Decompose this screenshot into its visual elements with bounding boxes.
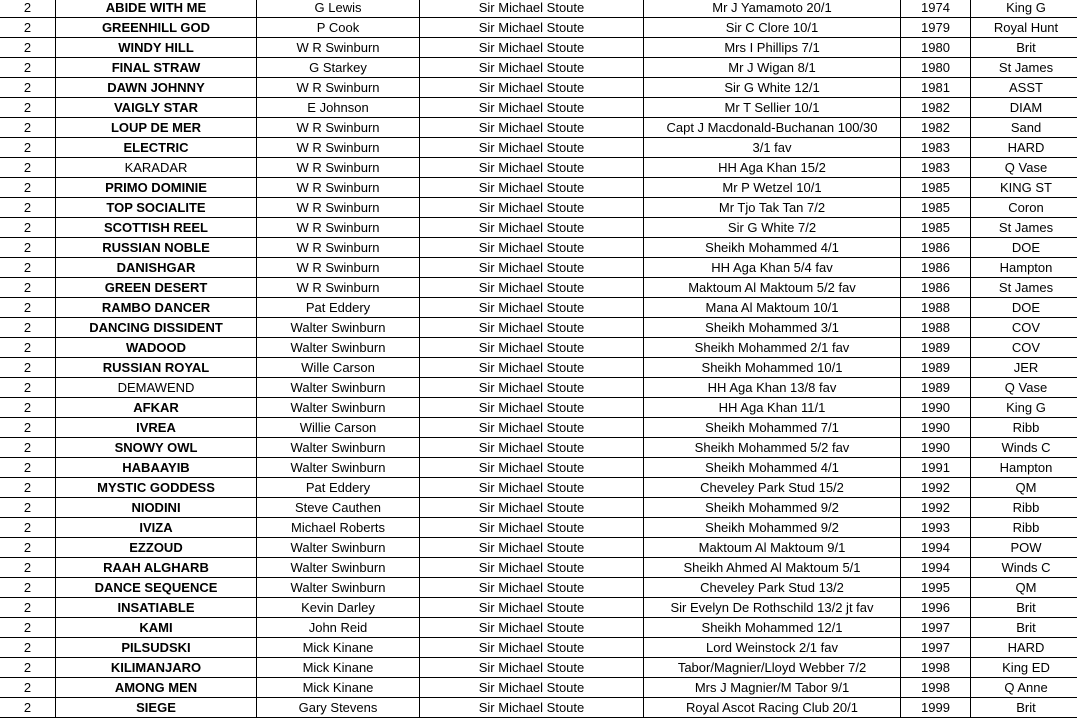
cell-race[interactable]: St James <box>971 278 1077 298</box>
cell-jockey[interactable]: Willie Carson <box>257 418 420 438</box>
cell-owner-odds[interactable]: Mrs I Phillips 7/1 <box>644 38 901 58</box>
cell-year[interactable]: 1997 <box>901 618 971 638</box>
cell-year[interactable]: 1992 <box>901 478 971 498</box>
cell-race[interactable]: COV <box>971 338 1077 358</box>
cell-race[interactable]: Ribb <box>971 498 1077 518</box>
cell-year[interactable]: 1985 <box>901 178 971 198</box>
cell-trainer[interactable]: Sir Michael Stoute <box>420 478 644 498</box>
cell-owner-odds[interactable]: Sheikh Mohammed 4/1 <box>644 458 901 478</box>
cell-owner-odds[interactable]: Sir C Clore 10/1 <box>644 18 901 38</box>
cell-owner-odds[interactable]: Sheikh Mohammed 9/2 <box>644 518 901 538</box>
cell-jockey[interactable]: P Cook <box>257 18 420 38</box>
cell-number[interactable]: 2 <box>0 58 56 78</box>
cell-horse-name[interactable]: DEMAWEND <box>56 378 257 398</box>
cell-year[interactable]: 1994 <box>901 538 971 558</box>
cell-jockey[interactable]: W R Swinburn <box>257 258 420 278</box>
cell-year[interactable]: 1979 <box>901 18 971 38</box>
cell-horse-name[interactable]: ABIDE WITH ME <box>56 0 257 18</box>
cell-jockey[interactable]: W R Swinburn <box>257 78 420 98</box>
cell-owner-odds[interactable]: 3/1 fav <box>644 138 901 158</box>
cell-owner-odds[interactable]: Sheikh Mohammed 9/2 <box>644 498 901 518</box>
cell-year[interactable]: 1990 <box>901 418 971 438</box>
cell-year[interactable]: 1997 <box>901 638 971 658</box>
cell-owner-odds[interactable]: Royal Ascot Racing Club 20/1 <box>644 698 901 718</box>
cell-number[interactable]: 2 <box>0 178 56 198</box>
cell-year[interactable]: 1983 <box>901 158 971 178</box>
cell-race[interactable]: KING ST <box>971 178 1077 198</box>
cell-horse-name[interactable]: PILSUDSKI <box>56 638 257 658</box>
cell-race[interactable]: Brit <box>971 38 1077 58</box>
cell-trainer[interactable]: Sir Michael Stoute <box>420 538 644 558</box>
table-row <box>0 438 1077 458</box>
cell-year[interactable]: 1993 <box>901 518 971 538</box>
cell-year[interactable]: 1980 <box>901 38 971 58</box>
cell-number[interactable]: 2 <box>0 478 56 498</box>
cell-trainer[interactable]: Sir Michael Stoute <box>420 118 644 138</box>
cell-trainer[interactable]: Sir Michael Stoute <box>420 338 644 358</box>
table-row <box>0 458 1077 478</box>
cell-year[interactable]: 1980 <box>901 58 971 78</box>
table-row <box>0 618 1077 638</box>
cell-number[interactable]: 2 <box>0 658 56 678</box>
cell-horse-name[interactable]: SCOTTISH REEL <box>56 218 257 238</box>
cell-trainer[interactable]: Sir Michael Stoute <box>420 218 644 238</box>
cell-jockey[interactable]: Kevin Darley <box>257 598 420 618</box>
cell-horse-name[interactable]: KAMI <box>56 618 257 638</box>
cell-race[interactable]: Royal Hunt <box>971 18 1077 38</box>
cell-year[interactable]: 1998 <box>901 678 971 698</box>
cell-owner-odds[interactable]: Mr T Sellier 10/1 <box>644 98 901 118</box>
cell-year[interactable]: 1986 <box>901 258 971 278</box>
cell-jockey[interactable]: Walter Swinburn <box>257 538 420 558</box>
table-row <box>0 678 1077 698</box>
cell-jockey[interactable]: W R Swinburn <box>257 158 420 178</box>
cell-race[interactable]: QM <box>971 478 1077 498</box>
cell-trainer[interactable]: Sir Michael Stoute <box>420 98 644 118</box>
cell-year[interactable]: 1982 <box>901 98 971 118</box>
cell-owner-odds[interactable]: Sheikh Ahmed Al Maktoum 5/1 <box>644 558 901 578</box>
cell-race[interactable]: ASST <box>971 78 1077 98</box>
cell-trainer[interactable]: Sir Michael Stoute <box>420 638 644 658</box>
cell-jockey[interactable]: Walter Swinburn <box>257 338 420 358</box>
cell-owner-odds[interactable]: Tabor/Magnier/Lloyd Webber 7/2 <box>644 658 901 678</box>
cell-year[interactable]: 1974 <box>901 0 971 18</box>
cell-jockey[interactable]: Wille Carson <box>257 358 420 378</box>
cell-race[interactable]: Brit <box>971 598 1077 618</box>
table-row <box>0 658 1077 678</box>
table-row <box>0 18 1077 38</box>
cell-jockey[interactable]: W R Swinburn <box>257 218 420 238</box>
cell-trainer[interactable]: Sir Michael Stoute <box>420 698 644 718</box>
cell-race[interactable]: DOE <box>971 238 1077 258</box>
cell-owner-odds[interactable]: HH Aga Khan 5/4 fav <box>644 258 901 278</box>
cell-trainer[interactable]: Sir Michael Stoute <box>420 138 644 158</box>
cell-owner-odds[interactable]: Mr J Yamamoto 20/1 <box>644 0 901 18</box>
cell-owner-odds[interactable]: HH Aga Khan 11/1 <box>644 398 901 418</box>
table-row <box>0 178 1077 198</box>
cell-number[interactable]: 2 <box>0 698 56 718</box>
cell-race[interactable]: Sand <box>971 118 1077 138</box>
cell-horse-name[interactable]: FINAL STRAW <box>56 58 257 78</box>
cell-year[interactable]: 1990 <box>901 438 971 458</box>
cell-race[interactable]: King G <box>971 0 1077 18</box>
cell-jockey[interactable]: Mick Kinane <box>257 638 420 658</box>
cell-race[interactable]: St James <box>971 218 1077 238</box>
cell-horse-name[interactable]: NIODINI <box>56 498 257 518</box>
table-row <box>0 158 1077 178</box>
cell-jockey[interactable]: Walter Swinburn <box>257 438 420 458</box>
cell-owner-odds[interactable]: Sheikh Mohammed 4/1 <box>644 238 901 258</box>
cell-owner-odds[interactable]: Sir Evelyn De Rothschild 13/2 jt fav <box>644 598 901 618</box>
cell-number[interactable]: 2 <box>0 378 56 398</box>
table-row <box>0 58 1077 78</box>
cell-number[interactable]: 2 <box>0 198 56 218</box>
cell-race[interactable]: JER <box>971 358 1077 378</box>
cell-race[interactable]: St James <box>971 58 1077 78</box>
table-row <box>0 138 1077 158</box>
cell-trainer[interactable]: Sir Michael Stoute <box>420 78 644 98</box>
cell-horse-name[interactable]: VAIGLY STAR <box>56 98 257 118</box>
cell-race[interactable]: Hampton <box>971 258 1077 278</box>
cell-horse-name[interactable]: TOP SOCIALITE <box>56 198 257 218</box>
cell-race[interactable]: King G <box>971 398 1077 418</box>
cell-trainer[interactable]: Sir Michael Stoute <box>420 158 644 178</box>
cell-trainer[interactable]: Sir Michael Stoute <box>420 278 644 298</box>
table-row <box>0 698 1077 718</box>
cell-jockey[interactable]: Steve Cauthen <box>257 498 420 518</box>
cell-jockey[interactable]: Walter Swinburn <box>257 378 420 398</box>
cell-race[interactable]: Coron <box>971 198 1077 218</box>
cell-horse-name[interactable]: AFKAR <box>56 398 257 418</box>
cell-race[interactable]: Brit <box>971 698 1077 718</box>
table-row <box>0 418 1077 438</box>
cell-owner-odds[interactable]: Sheikh Mohammed 2/1 fav <box>644 338 901 358</box>
cell-race[interactable]: Q Vase <box>971 378 1077 398</box>
cell-race[interactable]: Brit <box>971 618 1077 638</box>
cell-horse-name[interactable]: WINDY HILL <box>56 38 257 58</box>
cell-horse-name[interactable]: RAAH ALGHARB <box>56 558 257 578</box>
cell-owner-odds[interactable]: Sheikh Mohammed 5/2 fav <box>644 438 901 458</box>
cell-race[interactable]: Q Vase <box>971 158 1077 178</box>
cell-number[interactable]: 2 <box>0 458 56 478</box>
table-row <box>0 78 1077 98</box>
cell-jockey[interactable]: John Reid <box>257 618 420 638</box>
cell-jockey[interactable]: Mick Kinane <box>257 658 420 678</box>
cell-horse-name[interactable]: AMONG MEN <box>56 678 257 698</box>
cell-owner-odds[interactable]: Mr P Wetzel 10/1 <box>644 178 901 198</box>
cell-owner-odds[interactable]: Capt J Macdonald-Buchanan 100/30 <box>644 118 901 138</box>
cell-owner-odds[interactable]: Maktoum Al Maktoum 5/2 fav <box>644 278 901 298</box>
cell-horse-name[interactable]: GREEN DESERT <box>56 278 257 298</box>
table-row <box>0 38 1077 58</box>
table-row <box>0 558 1077 578</box>
cell-horse-name[interactable]: GREENHILL GOD <box>56 18 257 38</box>
cell-year[interactable]: 1989 <box>901 338 971 358</box>
cell-race[interactable]: HARD <box>971 138 1077 158</box>
cell-trainer[interactable]: Sir Michael Stoute <box>420 678 644 698</box>
cell-jockey[interactable]: W R Swinburn <box>257 178 420 198</box>
cell-number[interactable]: 2 <box>0 298 56 318</box>
cell-race[interactable]: Ribb <box>971 518 1077 538</box>
cell-trainer[interactable]: Sir Michael Stoute <box>420 178 644 198</box>
cell-jockey[interactable]: G Lewis <box>257 0 420 18</box>
table-row <box>0 318 1077 338</box>
cell-year[interactable]: 1990 <box>901 398 971 418</box>
cell-number[interactable]: 2 <box>0 38 56 58</box>
cell-number[interactable]: 2 <box>0 638 56 658</box>
cell-horse-name[interactable]: MYSTIC GODDESS <box>56 478 257 498</box>
cell-horse-name[interactable]: DANCE SEQUENCE <box>56 578 257 598</box>
cell-jockey[interactable]: Michael Roberts <box>257 518 420 538</box>
cell-trainer[interactable]: Sir Michael Stoute <box>420 438 644 458</box>
cell-number[interactable]: 2 <box>0 578 56 598</box>
cell-race[interactable]: Winds C <box>971 558 1077 578</box>
table-row <box>0 198 1077 218</box>
cell-trainer[interactable]: Sir Michael Stoute <box>420 0 644 18</box>
cell-race[interactable]: Hampton <box>971 458 1077 478</box>
table-row <box>0 498 1077 518</box>
cell-horse-name[interactable]: DANISHGAR <box>56 258 257 278</box>
cell-owner-odds[interactable]: Sheikh Mohammed 7/1 <box>644 418 901 438</box>
cell-number[interactable]: 2 <box>0 0 56 18</box>
cell-trainer[interactable]: Sir Michael Stoute <box>420 658 644 678</box>
cell-horse-name[interactable]: SIEGE <box>56 698 257 718</box>
cell-number[interactable]: 2 <box>0 18 56 38</box>
cell-trainer[interactable]: Sir Michael Stoute <box>420 38 644 58</box>
cell-owner-odds[interactable]: Mr J Wigan 8/1 <box>644 58 901 78</box>
cell-number[interactable]: 2 <box>0 538 56 558</box>
cell-year[interactable]: 1999 <box>901 698 971 718</box>
cell-horse-name[interactable]: DAWN JOHNNY <box>56 78 257 98</box>
cell-race[interactable]: Winds C <box>971 438 1077 458</box>
cell-horse-name[interactable]: INSATIABLE <box>56 598 257 618</box>
cell-trainer[interactable]: Sir Michael Stoute <box>420 458 644 478</box>
table-row <box>0 298 1077 318</box>
cell-number[interactable]: 2 <box>0 138 56 158</box>
cell-number[interactable]: 2 <box>0 398 56 418</box>
cell-trainer[interactable]: Sir Michael Stoute <box>420 378 644 398</box>
cell-trainer[interactable]: Sir Michael Stoute <box>420 558 644 578</box>
cell-year[interactable]: 1981 <box>901 78 971 98</box>
cell-trainer[interactable]: Sir Michael Stoute <box>420 358 644 378</box>
cell-trainer[interactable]: Sir Michael Stoute <box>420 518 644 538</box>
cell-horse-name[interactable]: LOUP DE MER <box>56 118 257 138</box>
cell-year[interactable]: 1998 <box>901 658 971 678</box>
cell-owner-odds[interactable]: Sheikh Mohammed 12/1 <box>644 618 901 638</box>
cell-trainer[interactable]: Sir Michael Stoute <box>420 258 644 278</box>
cell-year[interactable]: 1995 <box>901 578 971 598</box>
cell-horse-name[interactable]: ELECTRIC <box>56 138 257 158</box>
table-row <box>0 98 1077 118</box>
cell-owner-odds[interactable]: Cheveley Park Stud 15/2 <box>644 478 901 498</box>
cell-number[interactable]: 2 <box>0 438 56 458</box>
cell-trainer[interactable]: Sir Michael Stoute <box>420 418 644 438</box>
cell-jockey[interactable]: W R Swinburn <box>257 238 420 258</box>
cell-jockey[interactable]: Mick Kinane <box>257 678 420 698</box>
cell-owner-odds[interactable]: Sheikh Mohammed 10/1 <box>644 358 901 378</box>
cell-trainer[interactable]: Sir Michael Stoute <box>420 238 644 258</box>
cell-jockey[interactable]: Walter Swinburn <box>257 578 420 598</box>
table-row <box>0 538 1077 558</box>
cell-year[interactable]: 1994 <box>901 558 971 578</box>
cell-year[interactable]: 1985 <box>901 198 971 218</box>
cell-number[interactable]: 2 <box>0 258 56 278</box>
cell-horse-name[interactable]: HABAAYIB <box>56 458 257 478</box>
cell-number[interactable]: 2 <box>0 78 56 98</box>
cell-year[interactable]: 1982 <box>901 118 971 138</box>
cell-trainer[interactable]: Sir Michael Stoute <box>420 298 644 318</box>
cell-jockey[interactable]: Walter Swinburn <box>257 458 420 478</box>
cell-number[interactable]: 2 <box>0 418 56 438</box>
cell-race[interactable]: HARD <box>971 638 1077 658</box>
table-row <box>0 518 1077 538</box>
cell-horse-name[interactable]: KARADAR <box>56 158 257 178</box>
cell-owner-odds[interactable]: Sheikh Mohammed 3/1 <box>644 318 901 338</box>
table-row <box>0 478 1077 498</box>
cell-owner-odds[interactable]: Sir G White 7/2 <box>644 218 901 238</box>
cell-owner-odds[interactable]: HH Aga Khan 15/2 <box>644 158 901 178</box>
cell-race[interactable]: DIAM <box>971 98 1077 118</box>
cell-trainer[interactable]: Sir Michael Stoute <box>420 398 644 418</box>
cell-trainer[interactable]: Sir Michael Stoute <box>420 198 644 218</box>
cell-owner-odds[interactable]: Sir G White 12/1 <box>644 78 901 98</box>
cell-year[interactable]: 1985 <box>901 218 971 238</box>
cell-owner-odds[interactable]: Maktoum Al Maktoum 9/1 <box>644 538 901 558</box>
cell-jockey[interactable]: W R Swinburn <box>257 118 420 138</box>
cell-race[interactable]: Ribb <box>971 418 1077 438</box>
cell-number[interactable]: 2 <box>0 498 56 518</box>
cell-jockey[interactable]: Pat Eddery <box>257 298 420 318</box>
cell-owner-odds[interactable]: Cheveley Park Stud 13/2 <box>644 578 901 598</box>
table-row <box>0 118 1077 138</box>
cell-number[interactable]: 2 <box>0 598 56 618</box>
cell-year[interactable]: 1996 <box>901 598 971 618</box>
table-row <box>0 338 1077 358</box>
cell-horse-name[interactable]: DANCING DISSIDENT <box>56 318 257 338</box>
cell-race[interactable]: Q Anne <box>971 678 1077 698</box>
cell-jockey[interactable]: Walter Swinburn <box>257 398 420 418</box>
cell-jockey[interactable]: W R Swinburn <box>257 198 420 218</box>
cell-number[interactable]: 2 <box>0 218 56 238</box>
cell-jockey[interactable]: Pat Eddery <box>257 478 420 498</box>
cell-year[interactable]: 1988 <box>901 318 971 338</box>
cell-year[interactable]: 1986 <box>901 278 971 298</box>
cell-number[interactable]: 2 <box>0 158 56 178</box>
table-row <box>0 398 1077 418</box>
cell-trainer[interactable]: Sir Michael Stoute <box>420 598 644 618</box>
cell-number[interactable]: 2 <box>0 518 56 538</box>
cell-horse-name[interactable]: IVREA <box>56 418 257 438</box>
cell-number[interactable]: 2 <box>0 318 56 338</box>
cell-year[interactable]: 1991 <box>901 458 971 478</box>
table-row <box>0 238 1077 258</box>
cell-number[interactable]: 2 <box>0 358 56 378</box>
cell-horse-name[interactable]: SNOWY OWL <box>56 438 257 458</box>
cell-trainer[interactable]: Sir Michael Stoute <box>420 18 644 38</box>
cell-trainer[interactable]: Sir Michael Stoute <box>420 498 644 518</box>
cell-owner-odds[interactable]: Mrs J Magnier/M Tabor 9/1 <box>644 678 901 698</box>
table-row <box>0 218 1077 238</box>
cell-horse-name[interactable]: IVIZA <box>56 518 257 538</box>
cell-jockey[interactable]: W R Swinburn <box>257 278 420 298</box>
cell-race[interactable]: QM <box>971 578 1077 598</box>
cell-trainer[interactable]: Sir Michael Stoute <box>420 58 644 78</box>
cell-year[interactable]: 1989 <box>901 378 971 398</box>
cell-number[interactable]: 2 <box>0 618 56 638</box>
cell-horse-name[interactable]: EZZOUD <box>56 538 257 558</box>
cell-owner-odds[interactable]: Mana Al Maktoum 10/1 <box>644 298 901 318</box>
cell-number[interactable]: 2 <box>0 278 56 298</box>
table-row <box>0 638 1077 658</box>
cell-race[interactable]: POW <box>971 538 1077 558</box>
cell-horse-name[interactable]: WADOOD <box>56 338 257 358</box>
table-row <box>0 358 1077 378</box>
table-row <box>0 258 1077 278</box>
cell-trainer[interactable]: Sir Michael Stoute <box>420 618 644 638</box>
cell-owner-odds[interactable]: Mr Tjo Tak Tan 7/2 <box>644 198 901 218</box>
cell-race[interactable]: King ED <box>971 658 1077 678</box>
cell-year[interactable]: 1983 <box>901 138 971 158</box>
cell-horse-name[interactable]: RUSSIAN NOBLE <box>56 238 257 258</box>
cell-year[interactable]: 1986 <box>901 238 971 258</box>
cell-horse-name[interactable]: PRIMO DOMINIE <box>56 178 257 198</box>
cell-race[interactable]: COV <box>971 318 1077 338</box>
cell-number[interactable]: 2 <box>0 678 56 698</box>
cell-year[interactable]: 1988 <box>901 298 971 318</box>
cell-jockey[interactable]: W R Swinburn <box>257 38 420 58</box>
cell-horse-name[interactable]: RAMBO DANCER <box>56 298 257 318</box>
cell-number[interactable]: 2 <box>0 118 56 138</box>
cell-trainer[interactable]: Sir Michael Stoute <box>420 578 644 598</box>
cell-year[interactable]: 1992 <box>901 498 971 518</box>
cell-jockey[interactable]: W R Swinburn <box>257 138 420 158</box>
table-row <box>0 578 1077 598</box>
cell-number[interactable]: 2 <box>0 338 56 358</box>
cell-owner-odds[interactable]: Lord Weinstock 2/1 fav <box>644 638 901 658</box>
cell-number[interactable]: 2 <box>0 238 56 258</box>
cell-jockey[interactable]: G Starkey <box>257 58 420 78</box>
cell-trainer[interactable]: Sir Michael Stoute <box>420 318 644 338</box>
table-row <box>0 598 1077 618</box>
cell-horse-name[interactable]: KILIMANJARO <box>56 658 257 678</box>
cell-jockey[interactable]: Walter Swinburn <box>257 318 420 338</box>
cell-jockey[interactable]: Walter Swinburn <box>257 558 420 578</box>
cell-number[interactable]: 2 <box>0 98 56 118</box>
cell-jockey[interactable]: Gary Stevens <box>257 698 420 718</box>
cell-jockey[interactable]: E Johnson <box>257 98 420 118</box>
table-row <box>0 0 1077 18</box>
cell-owner-odds[interactable]: HH Aga Khan 13/8 fav <box>644 378 901 398</box>
cell-year[interactable]: 1989 <box>901 358 971 378</box>
cell-number[interactable]: 2 <box>0 558 56 578</box>
table-row <box>0 278 1077 298</box>
cell-race[interactable]: DOE <box>971 298 1077 318</box>
table-row <box>0 378 1077 398</box>
cell-horse-name[interactable]: RUSSIAN ROYAL <box>56 358 257 378</box>
